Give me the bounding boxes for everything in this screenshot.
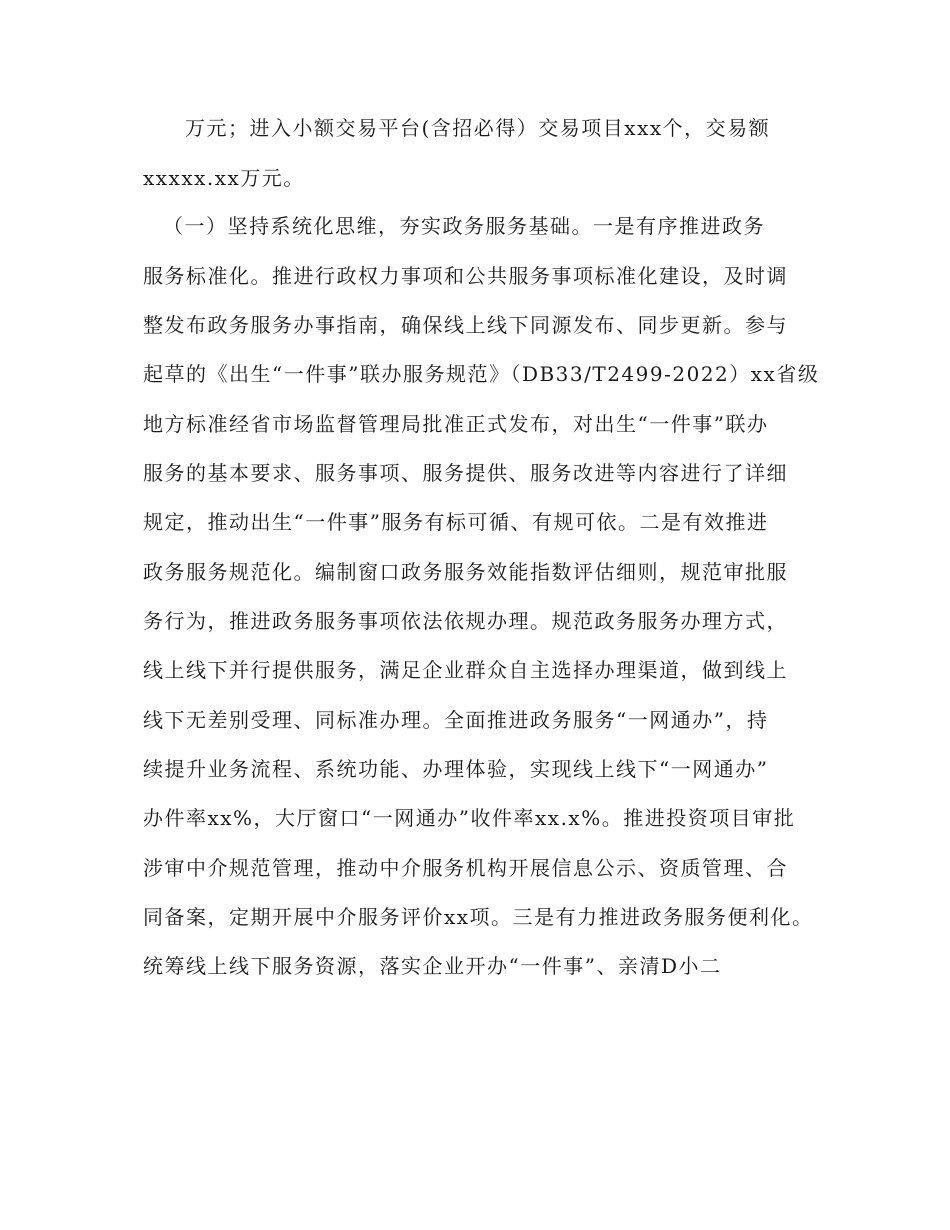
- text-line: 政务服务规范化。编制窗口政务服务效能指数评估细则，规范审批服: [143, 560, 788, 584]
- text-line: 服务标准化。推进行政权力事项和公共服务事项标准化建设，及时调: [143, 264, 788, 288]
- text-line: 同备案，定期开展中介服务评价xx项。三是有力推进政务服务便利化。: [143, 905, 814, 929]
- text-line: 线下无差别受理、同标准办理。全面推进政务服务“一网通办”，持: [143, 708, 769, 732]
- text-line: 统筹线上线下服务资源，落实企业开办“一件事”、亲清D小二: [143, 954, 722, 978]
- text-line: 续提升业务流程、系统功能、办理体验，实现线上线下“一网通办”: [143, 757, 769, 781]
- text-line: 办件率xx%，大厅窗口“一网通办”收件率xx.x%。推进投资项目审批: [143, 806, 796, 830]
- text-line: 涉审中介规范管理，推动中介服务机构开展信息公示、资质管理、合: [143, 856, 788, 880]
- text-line: 地方标准经省市场监督管理局批准正式发布，对出生“一件事”联办: [143, 412, 769, 436]
- text-line: 规定，推动出生“一件事”服务有标可循、有规可依。二是有效推进: [143, 510, 769, 534]
- text-line: xxxxx.xx万元。: [143, 166, 305, 190]
- text-line: 整发布政务服务办事指南，确保线上线下同源发布、同步更新。参与: [143, 313, 788, 337]
- text-line: 万元；进入小额交易平台(含招必得）交易项目xxx个，交易额: [185, 116, 771, 140]
- text-line: （一）坚持系统化思维，夯实政务服务基础。一是有序推进政务: [163, 214, 765, 238]
- text-line: 服务的基本要求、服务事项、服务提供、服务改进等内容进行了详细: [143, 461, 788, 485]
- text-line: 线上线下并行提供服务，满足企业群众自主选择办理渠道，做到线上: [143, 658, 788, 682]
- text-line: 务行为，推进政务服务事项依法依规办理。规范政务服务办理方式，: [143, 609, 788, 633]
- text-line: 起草的《出生“一件事”联办服务规范》（DB33/T2499-2022）xx省级: [143, 362, 820, 386]
